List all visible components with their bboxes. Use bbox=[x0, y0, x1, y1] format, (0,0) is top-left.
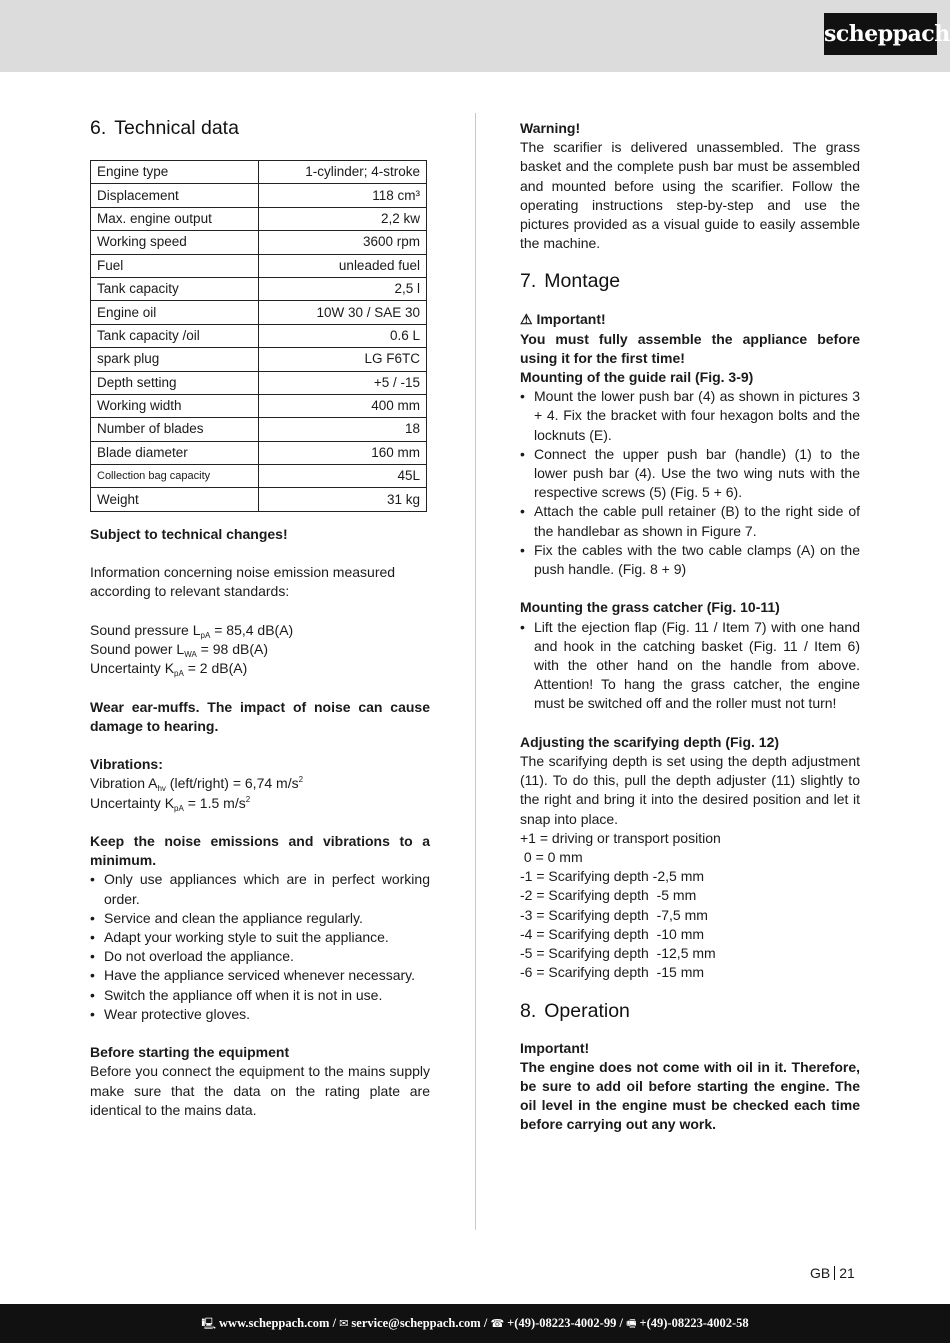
spec-value: 400 mm bbox=[259, 394, 427, 417]
noise-info: Information concerning noise emission measured according to relevant standards: bbox=[90, 564, 396, 600]
spec-value: 3600 rpm bbox=[259, 231, 427, 254]
footer-email[interactable]: service@scheppach.com / bbox=[351, 1316, 491, 1330]
envelope-icon: ✉ bbox=[339, 1317, 349, 1330]
operation-important: Important! bbox=[520, 1039, 590, 1056]
spec-label: Working speed bbox=[91, 231, 259, 254]
list-item: • Lift the ejection flap (Fig. 11 / Item 7) with one hand and hook in the catching basket (Fig. 11 / Item 6) with the other hand on the handle from above. Attention! To hang the grass catcher, the engine must be switched off and the roller must not turn! bbox=[520, 618, 860, 714]
spec-label: Collection bag capacity bbox=[91, 465, 259, 488]
guide-rail-title: Mounting of the guide rail (Fig. 3-9) bbox=[520, 369, 754, 386]
section-title-montage: 7. Montage bbox=[520, 270, 621, 293]
list-item: • Wear protective gloves. bbox=[90, 1005, 430, 1024]
table-row bbox=[91, 207, 427, 230]
spec-value: 2,2 kw bbox=[259, 207, 427, 230]
depth-settings-list bbox=[520, 829, 860, 983]
table-row bbox=[91, 394, 427, 417]
list-item: • Service and clean the appliance regularly. bbox=[90, 909, 430, 928]
spec-label: Weight bbox=[91, 488, 259, 511]
technical-data-table bbox=[90, 160, 427, 512]
table-row bbox=[91, 184, 427, 207]
depth-text: The scarifying depth is set using the depth adjustment (11). To do this, pull the depth adjuster (11) slightly to the right and bring it into the desired position and let it snap into place. bbox=[520, 753, 860, 827]
spec-label: Displacement bbox=[91, 184, 259, 207]
spec-label: Engine type bbox=[91, 161, 259, 184]
table-row bbox=[91, 301, 427, 324]
list-item: • Attach the cable pull retainer (B) to the right side of the handlebar as shown in Figure 7. bbox=[520, 502, 860, 540]
spec-label: Number of blades bbox=[91, 418, 259, 441]
list-item: • Connect the upper push bar (handle) (1) to the lower push bar (4). Use the two wing nuts with the respective screws (5) (Fig. 5 + 6). bbox=[520, 445, 860, 503]
warning-title: Warning! bbox=[520, 120, 581, 136]
spec-value: 160 mm bbox=[259, 441, 427, 464]
list-item: • Do not overload the appliance. bbox=[90, 947, 430, 966]
depth-item: -5 = Scarifying depth -12,5 mm bbox=[520, 945, 716, 962]
depth-item: -1 = Scarifying depth -2,5 mm bbox=[520, 868, 705, 885]
spec-value: 31 kg bbox=[259, 488, 427, 511]
depth-item: -3 = Scarifying depth -7,5 mm bbox=[520, 906, 708, 923]
wear-earmuffs: Wear ear-muffs. The impact of noise can cause damage to hearing. bbox=[90, 698, 430, 734]
depth-item: +1 = driving or transport position bbox=[520, 829, 721, 846]
table-row bbox=[91, 371, 427, 394]
scheppach-logo: scheppach bbox=[824, 13, 937, 55]
list-item: • Fix the cables with the two cable clamps (A) on the push handle. (Fig. 8 + 9) bbox=[520, 541, 860, 579]
spec-label: Engine oil bbox=[91, 301, 259, 324]
spec-label: Tank capacity bbox=[91, 277, 259, 300]
computer-icon: 🖳 bbox=[201, 1317, 217, 1330]
warning-triangle-icon: ⚠ bbox=[520, 311, 533, 328]
depth-title: Adjusting the scarifying depth (Fig. 12) bbox=[520, 733, 780, 750]
spec-value: 0.6 L bbox=[259, 324, 427, 347]
depth-item: -4 = Scarifying depth -10 mm bbox=[520, 925, 705, 942]
table-row bbox=[91, 324, 427, 347]
spec-label: Working width bbox=[91, 394, 259, 417]
table-row bbox=[91, 161, 427, 184]
list-item: • Have the appliance serviced whenever necessary. bbox=[90, 966, 430, 985]
grass-catcher-title: Mounting the grass catcher (Fig. 10-11) bbox=[520, 599, 780, 616]
section-title-operation: 8. Operation bbox=[520, 999, 630, 1022]
depth-item: -6 = Scarifying depth -15 mm bbox=[520, 964, 705, 981]
list-item: • Adapt your working style to suit the appliance. bbox=[90, 928, 430, 947]
page-header bbox=[0, 0, 950, 72]
guide-rail-list bbox=[520, 387, 860, 579]
spec-value: 45L bbox=[259, 465, 427, 488]
spec-value: unleaded fuel bbox=[259, 254, 427, 277]
spec-value: 2,5 l bbox=[259, 277, 427, 300]
before-starting-text: Before you connect the equipment to the mains supply make sure that the data on the rating plate are identical to the mains data. bbox=[90, 1063, 430, 1118]
assemble-notice: You must fully assemble the appliance before using it for the first time! bbox=[520, 330, 860, 366]
column-divider bbox=[475, 113, 476, 1230]
depth-item: 0 = 0 mm bbox=[520, 849, 583, 866]
spec-value: 1-cylinder; 4-stroke bbox=[259, 161, 427, 184]
left-column bbox=[90, 116, 430, 1120]
sound-power: Sound power $L_{WA} = 98$ dB(A) bbox=[90, 641, 268, 660]
list-item: • Switch the appliance off when it is not in use. bbox=[90, 986, 430, 1005]
before-starting-title: Before starting the equipment bbox=[90, 1044, 290, 1061]
table-row bbox=[91, 418, 427, 441]
spec-value: LG F6TC bbox=[259, 348, 427, 371]
table-row bbox=[91, 488, 427, 511]
footer-web[interactable]: www.scheppach.com / bbox=[219, 1316, 340, 1330]
sound-pressure: Sound pressure $L_{pA} = 85,4$ dB(A) bbox=[90, 621, 294, 640]
important-title: ⚠ Important! bbox=[520, 311, 606, 328]
spec-label: Depth setting bbox=[91, 371, 259, 394]
vibrations-title: Vibrations: bbox=[90, 756, 163, 773]
operation-text: The engine does not come with oil in it. Therefore, be sure to add oil before starting the engine. The oil level in the engine must be checked each time before carrying out any work. bbox=[520, 1058, 860, 1133]
spec-label: Fuel bbox=[91, 254, 259, 277]
vibration-value: Vibration $A_{hv}$ (left/right) = 6,74 $m/s^2$ bbox=[90, 775, 304, 794]
table-row bbox=[91, 254, 427, 277]
keep-emissions-minimum: Keep the noise emissions and vibrations to a minimum. bbox=[90, 833, 430, 869]
spec-label: Max. engine output bbox=[91, 207, 259, 230]
spec-label: spark plug bbox=[91, 348, 259, 371]
keep-list bbox=[90, 870, 430, 1024]
spec-value: 118 cm³ bbox=[259, 184, 427, 207]
spec-value: 18 bbox=[259, 418, 427, 441]
spec-value: 10W 30 / SAE 30 bbox=[259, 301, 427, 324]
section-title-technical-data: 6. Technical data bbox=[90, 117, 239, 139]
depth-item: -2 = Scarifying depth -5 mm bbox=[520, 887, 697, 904]
vibration-uncertainty: Uncertainty $K_{pA} = 1.5$ $m/s^2$ bbox=[90, 794, 251, 813]
table-row bbox=[91, 348, 427, 371]
spec-label: Blade diameter bbox=[91, 441, 259, 464]
spec-value: +5 / -15 bbox=[259, 371, 427, 394]
table-row bbox=[91, 231, 427, 254]
warning-text: The scarifier is delivered unassembled. The grass basket and the complete push bar must be assembled and mounted before using the scarifier. Follow the operating instructions step-by-step and use the pictures provided as a visual guide to easily assemble the machine. bbox=[520, 139, 860, 252]
page-number: GB 21 bbox=[810, 1265, 855, 1281]
phone-icon: ☎ bbox=[490, 1317, 505, 1330]
fax-icon: 🖷 bbox=[626, 1317, 637, 1330]
right-column bbox=[520, 119, 860, 1135]
sound-uncertainty: Uncertainty $K_{pA} = 2$ dB(A) bbox=[90, 660, 248, 679]
page-footer bbox=[0, 1304, 950, 1343]
subject-to-changes: Subject to technical changes! bbox=[90, 525, 288, 542]
table-row bbox=[91, 277, 427, 300]
list-item: • Only use appliances which are in perfect working order. bbox=[90, 870, 430, 908]
footer-fax: +(49)-08223-4002-58 bbox=[639, 1316, 749, 1330]
table-row bbox=[91, 465, 427, 488]
footer-phone: +(49)-08223-4002-99 / bbox=[507, 1316, 627, 1330]
list-item: • Mount the lower push bar (4) as shown in pictures 3 + 4. Fix the bracket with four hexagon bolts and the locknuts (E). bbox=[520, 387, 860, 445]
table-row bbox=[91, 441, 427, 464]
grass-catcher-list bbox=[520, 618, 860, 714]
spec-label: Tank capacity /oil bbox=[91, 324, 259, 347]
